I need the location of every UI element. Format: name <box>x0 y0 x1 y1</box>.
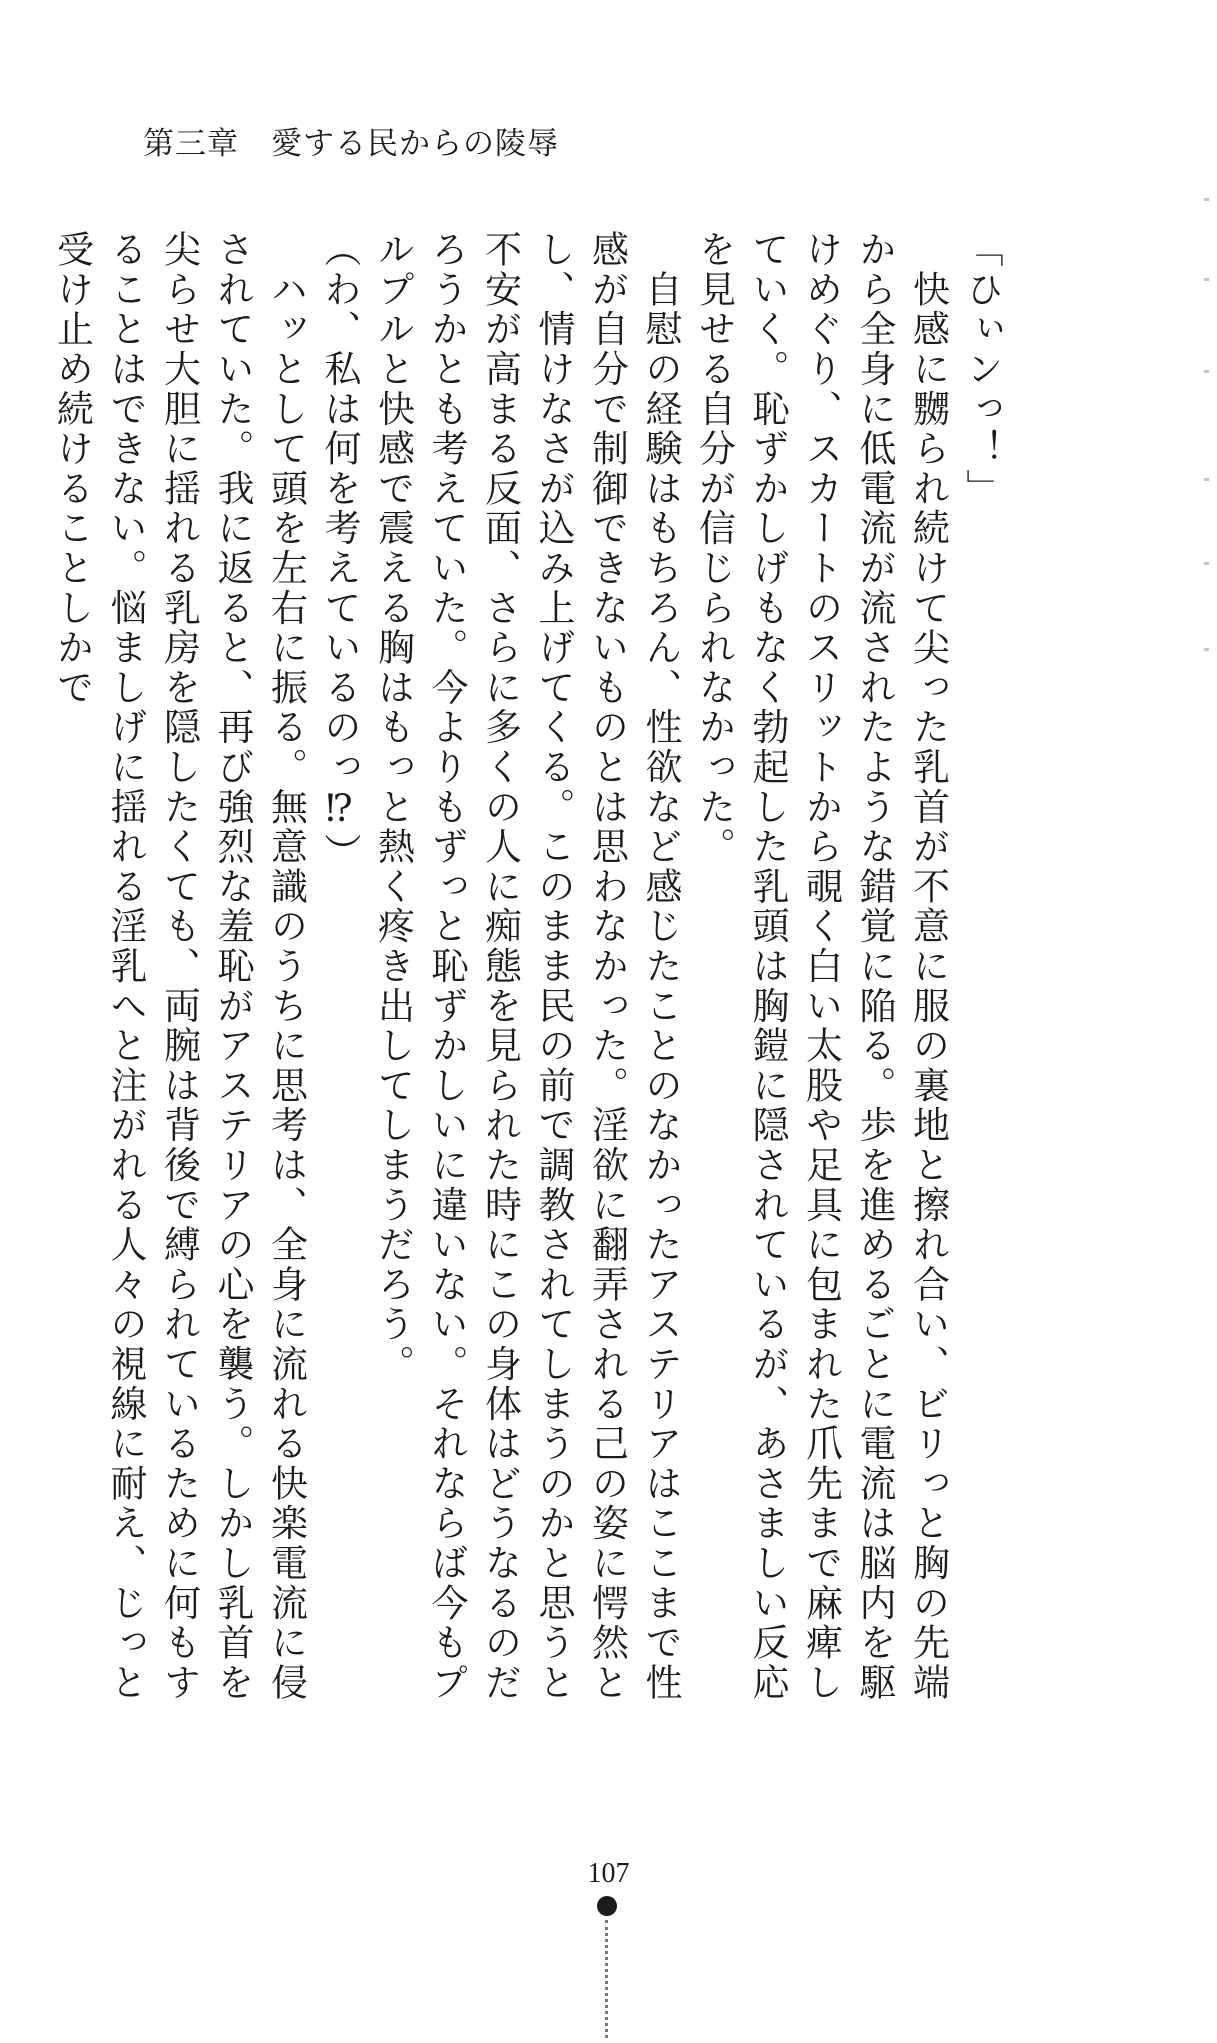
paragraph: 「ひぃンっ！」 <box>960 230 1003 509</box>
paragraph: （わ、私は何を考えているのっ⁉） <box>318 230 361 873</box>
page-number: 107 <box>587 1858 630 1889</box>
edge-mark <box>1204 370 1209 373</box>
paragraph: ハッとして頭を左右に振る。無意識のうちに思考は、全身に流れる快楽電流に侵されていた。我に返ると、再び強烈な羞恥がアステリアの心を襲う。しかし乳首を尖らせ大胆に揺れる乳房を隠したくても、両腕は背後で縛られているために何もすることはできない。悩ましげに揺れる淫乳へと注がれる人々の視線に耐え、じっと受け止め続けることしかで <box>50 230 308 1703</box>
edge-mark <box>1204 278 1209 281</box>
page-marker-dotted-line <box>605 1920 608 2038</box>
paragraph: 快感に嬲られ続けて尖った乳首が不意に服の裏地と擦れ合い、ビリっと胸の先端から全身に低電流が流されたような錯覚に陥る。歩を進めるごとに電流は脳内を駆けめぐり、スカートのスリットから覗く白い太股や足具に包まれた爪先まで麻痺していく。恥ずかしげもなく勃起した乳頭は胸鎧に隠されているが、あさましい反応を見せる自分が信じられなかった。 <box>692 230 950 1703</box>
edge-mark <box>1204 562 1209 565</box>
edge-mark <box>1204 478 1209 481</box>
body-text <box>50 230 1008 1730</box>
paragraph: 自慰の経験はもちろん、性欲など感じたことのなかったアステリアはここまで性感が自分で制御できないものとは思わなかった。淫欲に翻弄される己の姿に愕然とし、情けなさが込み上げてくる。このまま民の前で調教されてしまうのかと思うと不安が高まる反面、さらに多くの人に痴態を見られた時にこの身体はどうなるのだろうかとも考えていた。今よりもずっと恥ずかしいに違いない。それならば今もプルプルと快感で震える胸はもっと熱く疼き出してしまうだろう。 <box>371 230 682 1703</box>
chapter-header: 第三章 愛する民からの陵辱 <box>143 126 559 162</box>
page-marker-dot <box>597 1896 617 1916</box>
edge-mark <box>1204 198 1209 201</box>
edge-mark <box>1204 648 1209 651</box>
